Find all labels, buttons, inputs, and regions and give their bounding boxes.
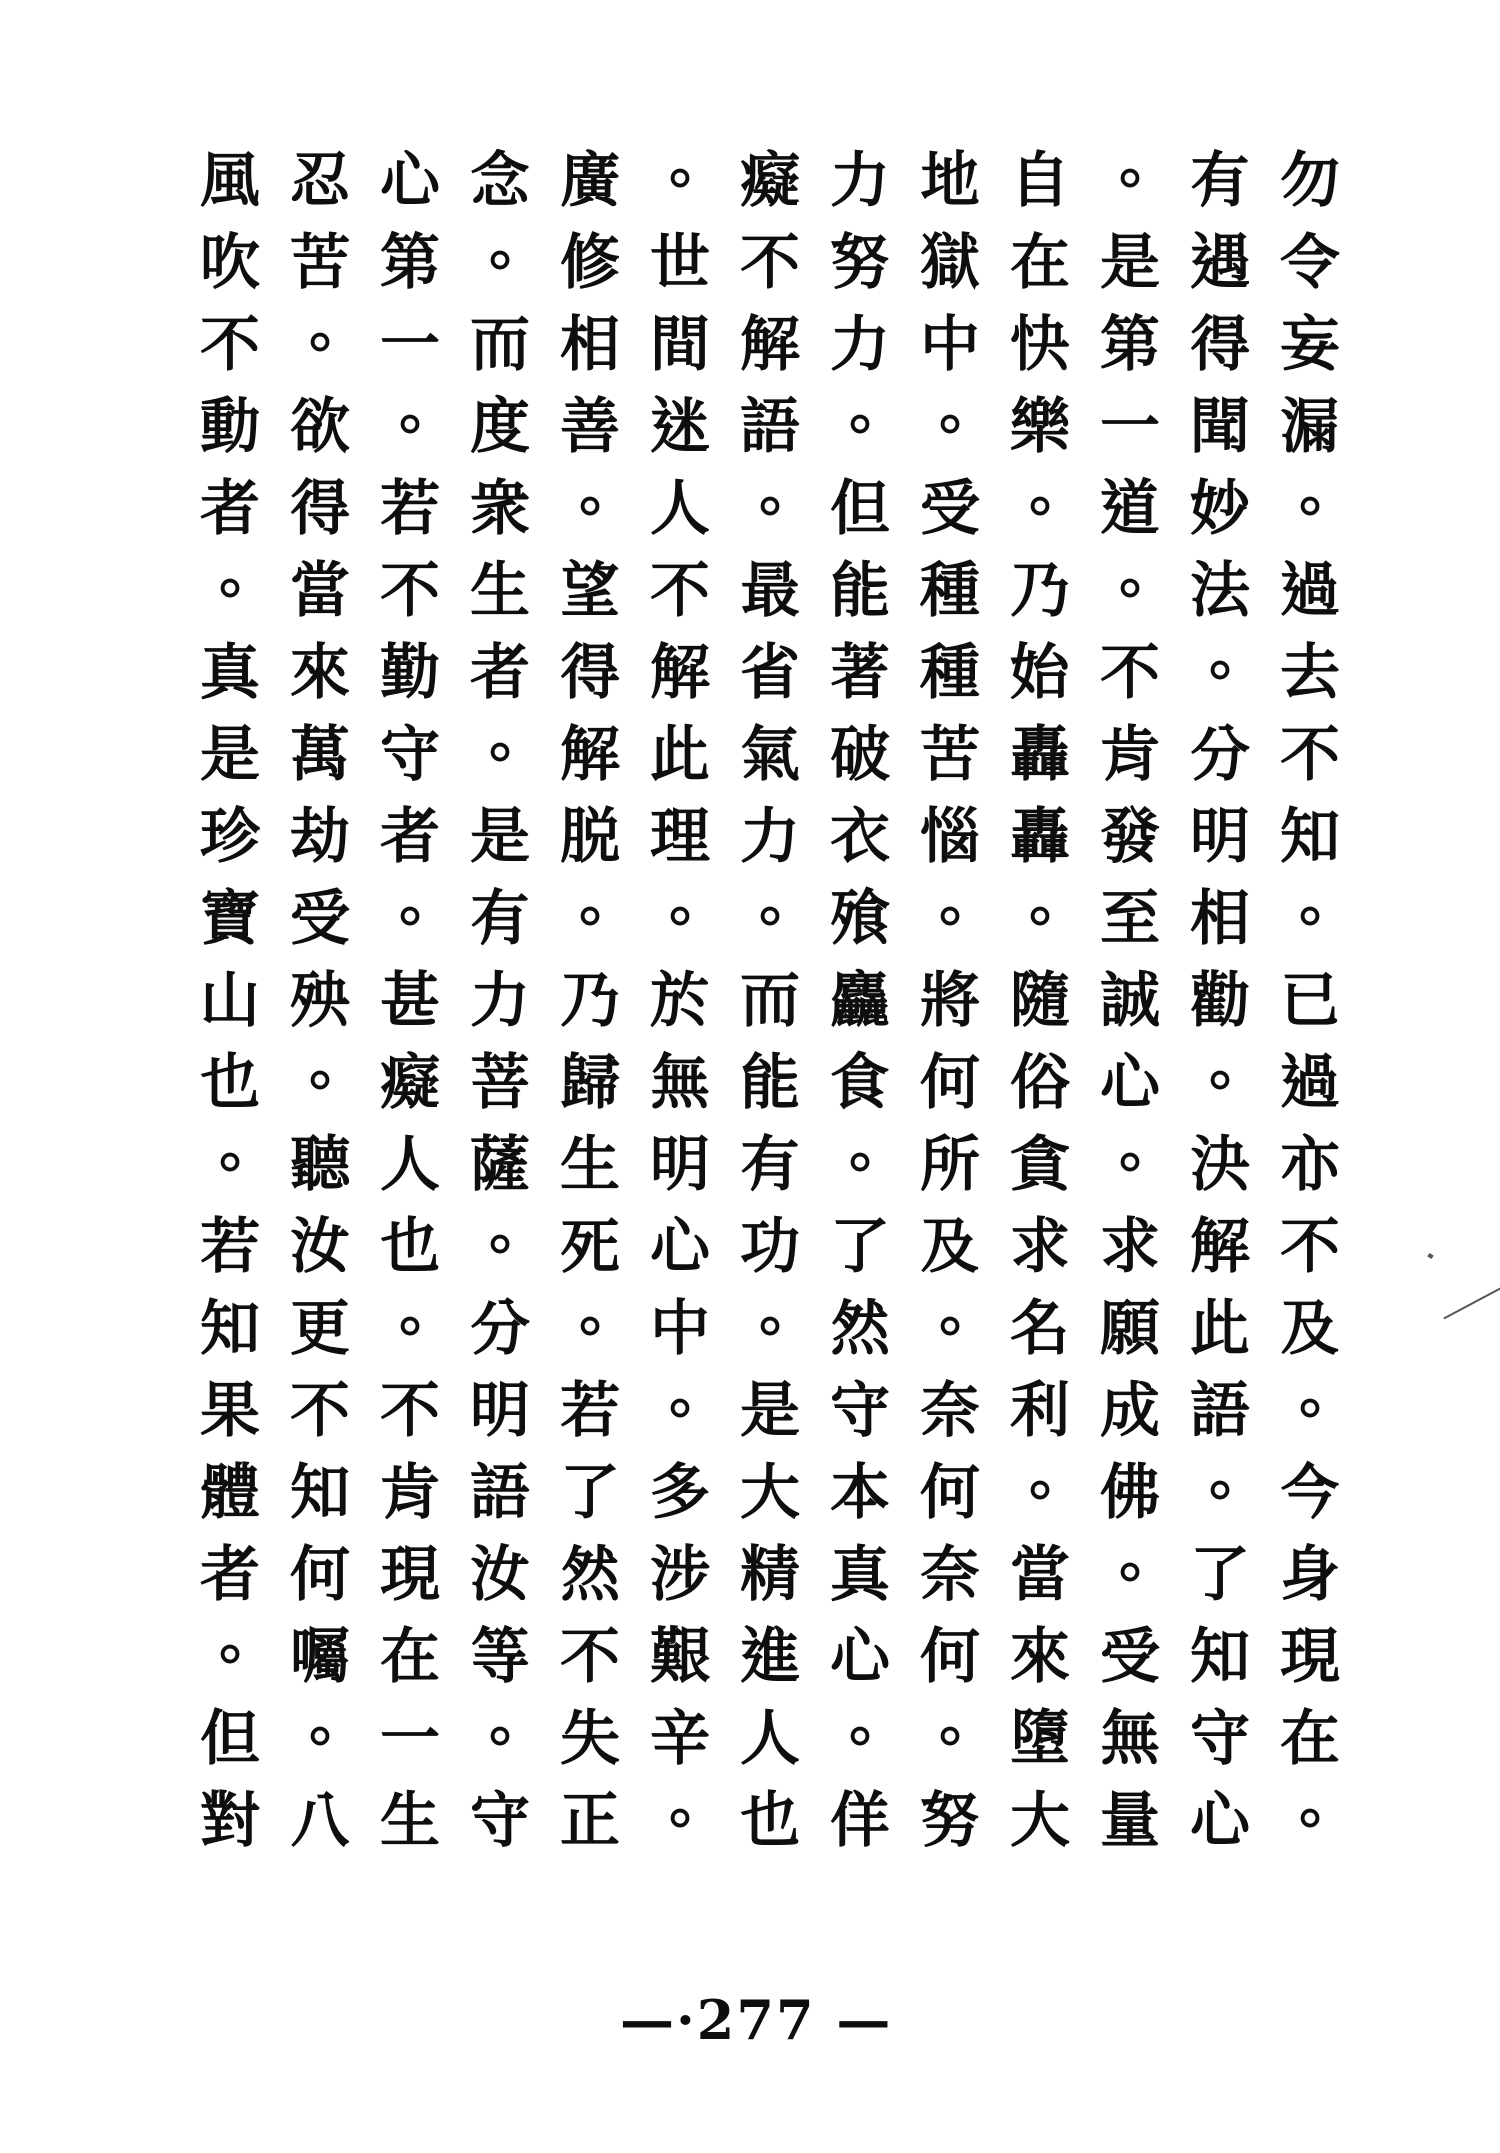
scan-scratch-mark (1443, 1287, 1500, 1320)
text-column-12: 忍苦。欲得當來萬劫受殃。聽汝更不知何囑。八 (280, 148, 350, 1870)
page-number: —·277 — (620, 1988, 893, 2052)
text-column-2: 有遇得聞妙法。分明相勸。決解此語。了知守心 (1180, 148, 1250, 1870)
text-column-10: 念。而度衆生者。是有力菩薩。分明語汝等。守 (460, 148, 530, 1870)
text-column-13: 風吹不動者。真是珍寶山也。若知果體者。但對 (190, 148, 260, 1870)
text-column-6: 力努力。但能著破衣飱麤食。了然守本真心。佯 (820, 148, 890, 1870)
text-column-11: 心第一。若不勤守者。甚癡人也。不肯現在一生 (370, 148, 440, 1870)
vertical-text-block (180, 148, 1350, 1928)
text-column-8: 。世間迷人不解此理。於無明心中。多涉艱辛。 (640, 148, 710, 1870)
text-column-9: 廣修相善。望得解脱。乃歸生死。若了然不失正 (550, 148, 620, 1870)
text-column-4: 自在快樂。乃始轟轟。隨俗貪求名利。當來墮大 (1000, 148, 1070, 1870)
text-column-1: 勿令妄漏。過去不知。已過亦不及。今身現在。 (1270, 148, 1340, 1870)
text-column-3: 。是第一道。不肯發至誠心。求願成佛。受無量 (1090, 148, 1160, 1870)
scan-speck-mark (1427, 1253, 1433, 1259)
text-column-5: 地獄中。受種種苦惱。將何所及。奈何奈何。努 (910, 148, 980, 1870)
text-column-7: 癡不解語。最省氣力。而能有功。是大精進人也 (730, 148, 800, 1870)
